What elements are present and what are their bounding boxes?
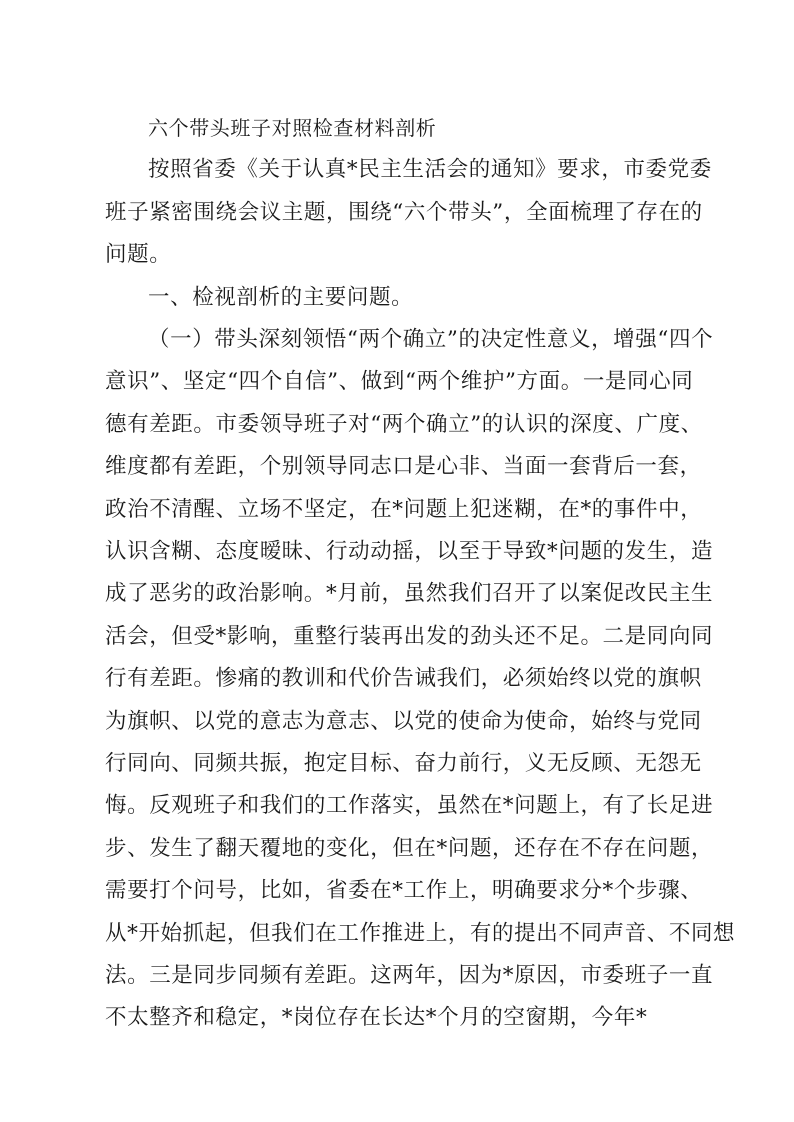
body-line: 从*开始抓起，但我们在工作推进上，有的提出不同声音、不同想 xyxy=(105,921,736,946)
body-line: 悔。反观班子和我们的工作落实，虽然在*问题上，有了长足进 xyxy=(105,793,714,818)
body-line: 成了恶劣的政治影响。*月前，虽然我们召开了以案促改民主生 xyxy=(105,581,714,606)
body-line: 需要打个问号，比如，省委在*工作上，明确要求分*个步骤、 xyxy=(105,878,703,903)
body-line: 行有差距。惨痛的教训和代价告诫我们，必须始终以党的旗帜 xyxy=(105,666,702,691)
body-line: 步、发生了翻天覆地的变化，但在*问题，还存在不存在问题， xyxy=(105,836,714,861)
body-line: 意识”、坚定“四个自信”、做到“两个维护”方面。一是同心同 xyxy=(105,369,694,394)
body-line: 活会，但受*影响，重整行装再出发的劲头还不足。二是同向同 xyxy=(105,624,714,649)
body-line: 法。三是同步同频有差距。这两年，因为*原因，市委班子一直 xyxy=(105,963,714,988)
body-line: 德有差距。市委领导班子对“两个确立”的认识的深度、广度、 xyxy=(105,412,703,437)
intro-line: 按照省委《关于认真*民主生活会的通知》要求，市委党委 xyxy=(148,157,712,182)
body-line: 为旗帜、以党的意志为意志、以党的使命为使命，始终与党同 xyxy=(105,709,702,734)
document-title: 六个带头班子对照检查材料剖析 xyxy=(148,116,437,140)
intro-line: 问题。 xyxy=(105,242,172,267)
body-line: 认识含糊、态度暧昧、行动动摇，以至于导致*问题的发生，造 xyxy=(105,539,714,564)
body-line: 政治不清醒、立场不坚定，在*问题上犯迷糊，在*的事件中， xyxy=(105,497,703,522)
body-line: 不太整齐和稳定，*岗位存在长达*个月的空窗期，今年* xyxy=(105,1005,648,1030)
section-heading: 一、检视剖析的主要问题。 xyxy=(148,285,414,310)
body-line: 维度都有差距，个别领导同志口是心非、当面一套背后一套， xyxy=(105,454,702,479)
intro-line: 班子紧密围绕会议主题，围绕“六个带头”，全面梳理了存在的 xyxy=(105,200,703,225)
body-line: 行同向、同频共振，抱定目标、奋力前行，义无反顾、无怨无 xyxy=(105,751,702,776)
body-line: （一）带头深刻领悟“两个确立”的决定性意义，增强“四个 xyxy=(148,327,714,352)
